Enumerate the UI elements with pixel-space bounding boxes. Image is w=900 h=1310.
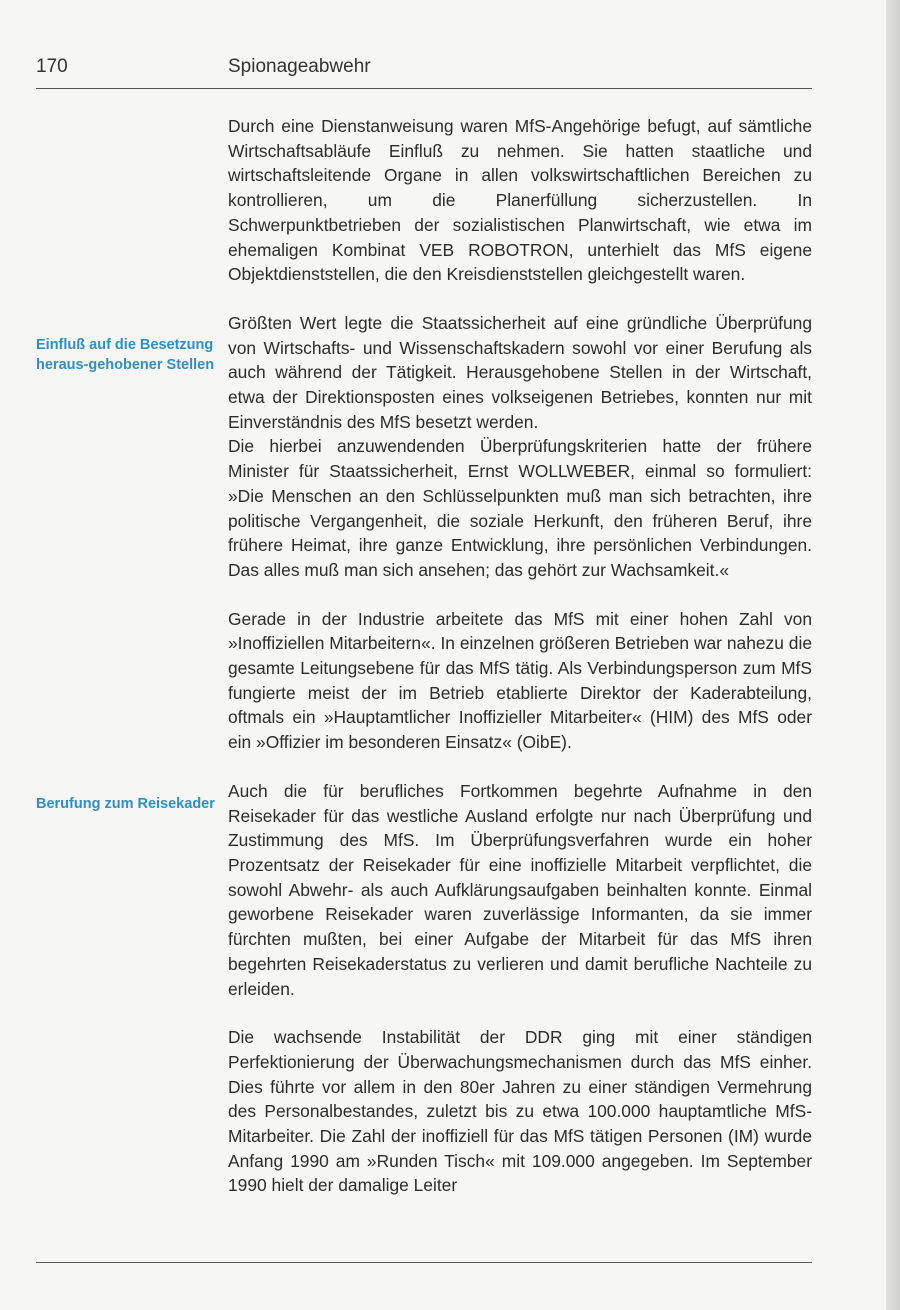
paragraph-inoffizielle-mitarbeiter: Gerade in der Industrie arbeitete das MfS mit einer hohen Zahl von »Inoffiziellen Mitarbeitern«. In einzelnen größeren Betrieben war nahezu die gesamte Leitungsebene für das MfS tätig. Als Verbindungsperson zum MfS fungierte meist der im Betrieb etablierte Direktor der Kaderabteilung, oftmals ein »Hauptamtlicher Inoffizieller Mitarbeiter« (HIM) des MfS oder ein »Offizier im besonderen Einsatz« (OibE). — [228, 608, 812, 753]
running-header — [36, 56, 812, 84]
body-text — [228, 114, 812, 1198]
page-number: 170 — [36, 56, 68, 77]
paragraph-gap — [228, 287, 812, 311]
paragraph-dienstanweisung: Durch eine Dienstanweisung waren MfS-Angehörige befugt, auf sämtliche Wirtschaftsabläufe Einfluß zu nehmen. Sie hatten staatliche und wirtschaftsleitende Organe in allen volkswirtschaftlichen Bereichen zu kontrollieren, um die Planerfüllung sicherzustellen. In Schwerpunktbetrieben der sozialistischen Planwirtschaft, wie etwa im ehemaligen Kombinat VEB ROBOTRON, unterhielt das MfS eigene Objektdienststellen, die den Kreisdienststellen gleichgestellt waren. — [228, 116, 812, 285]
header-rule — [36, 88, 812, 89]
footer-rule — [36, 1262, 812, 1263]
paragraph-gap — [228, 583, 812, 607]
running-title: Spionageabwehr — [228, 56, 371, 77]
page-edge-shadow — [886, 0, 900, 1310]
paragraph-gap — [228, 1001, 812, 1025]
margin-note-einfluss: Einfluß auf die Besetzung heraus-gehobener Stellen — [36, 337, 215, 373]
paragraph-reisekader: Auch die für berufliches Fortkommen begehrte Aufnahme in den Reisekader für das westliche Ausland erfolgte nur nach Überprüfung und Zustimmung des MfS. Im Überprüfungsverfahren wurde ein hoher Prozentsatz der Reisekader für eine inoffizielle Mitarbeit verpflichtet, die sowohl Abwehr- als auch Aufklärungsaufgaben beinhalten konnte. Einmal geworbene Reisekader waren zuverlässige Informanten, da sie immer fürchten mußten, bei einer Aufgabe der Mitarbeit für das MfS ihren begehrten Reisekaderstatus zu verlieren und damit berufliche Nachteile zu erleiden. — [228, 780, 812, 999]
paragraph-gap — [228, 755, 812, 779]
margin-note-reisekader: Berufung zum Reisekader — [36, 796, 215, 812]
paragraph-instabilitaet: Die wachsende Instabilität der DDR ging mit einer ständigen Perfektionierung der Überwachungsmechanismen durch das MfS einher. Dies führte vor allem in den 80er Jahren zu einer ständigen Vermehrung des Personalbestandes, zuletzt bis zu etwa 100.000 hauptamtliche MfS-Mitarbeiter. Die Zahl der inoffiziell für das MfS tätigen Personen (IM) wurde Anfang 1990 am »Runden Tisch« mit 109.000 angegeben. Im September 1990 hielt der damalige Leiter — [228, 1027, 812, 1196]
paragraph-wollweber-quote: Die hierbei anzuwendenden Überprüfungskriterien hatte der frühere Minister für Staatssicherheit, Ernst WOLLWEBER, einmal so formuliert: »Die Menschen an den Schlüsselpunkten muß man sich betrachten, ihre politische Vergangenheit, die soziale Herkunft, den früheren Beruf, ihre frühere Heimat, ihre ganze Entwicklung, ihre persönlichen Verbindungen. Das alles muß man sich ansehen; das gehört zur Wachsamkeit.« — [228, 436, 812, 580]
paragraph-ueberpruefung: Größten Wert legte die Staatssicherheit auf eine gründliche Überprüfung von Wirtschafts- und Wissenschaftskadern sowohl vor einer Berufung als auch während der Tätigkeit. Herausgehobene Stellen in der Wirtschaft, etwa der Direktionsposten eines volkseigenen Betriebes, konnten nur mit Einverständnis des MfS besetzt werden. — [228, 312, 812, 432]
